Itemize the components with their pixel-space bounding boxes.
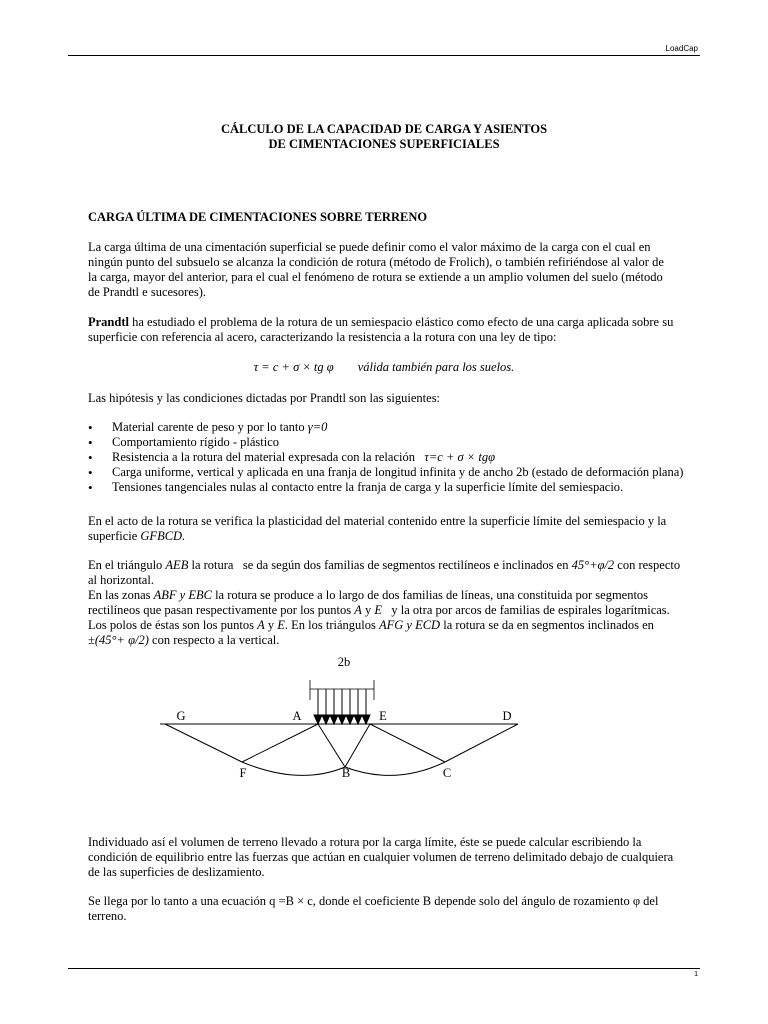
load-arrows	[314, 689, 370, 724]
intro-line: ningún punto del subsuelo se alcanza la condición de rotura (método de Frolich), o también refiriéndose al valor de	[88, 255, 664, 269]
list-item: • Resistencia a la rotura del material expresada con la relación τ=c + σ × tgφ	[88, 450, 688, 465]
point-label-A: A	[292, 709, 302, 723]
prandtl-name: Prandtl	[88, 315, 129, 329]
point-label-E: E	[379, 709, 387, 723]
conclusion-paragraph: Individuado así el volumen de terreno llevado a rotura por la carga límite, éste se puede calcular escribiendo la condición de equilibrio entre las fuerzas que actúan en cualquier volumen de terreno delimitado debajo de cualquiera de las superficies de deslizamiento.	[88, 835, 674, 879]
prandtl-formula	[0, 360, 768, 375]
prandtl-line-2: superficie con referencia al acero, caracterizando la resistencia a la rotura con una ley de tipo:	[88, 330, 557, 344]
point-label-C: C	[442, 766, 452, 780]
point-label-F: F	[239, 766, 247, 780]
prandtl-failure-diagram	[0, 650, 768, 790]
intro-line: la carga, mayor del anterior, para el cual el fenómeno de rotura se extiende a un amplio volumen del suelo (método	[88, 270, 663, 284]
list-item: • Material carente de peso y por lo tanto γ=0	[88, 420, 688, 435]
intro-line: de Prandtl e sucesores).	[88, 285, 207, 299]
point-label-G: G	[176, 709, 186, 723]
width-label: 2b	[337, 655, 351, 669]
title-line-2: DE CIMENTACIONES SUPERFICIALES	[268, 137, 500, 151]
header-rule	[68, 55, 700, 56]
hypotheses-intro: Las hipótesis y las condiciones dictadas por Prandtl son las siguientes:	[88, 391, 441, 405]
triangle-paragraph: En el triángulo AEB la rotura se da según dos familias de segmentos rectilíneos e inclinados en 45°+φ/2 con respecto al horizontal. En las zonas ABF y EBC la rotura se produce a lo largo de dos familias de líneas, una constituida por segmentos rectilíneos que pasan respectivamente por los puntos A y E y la otra por arcos de familias de espirales logarítmicas. Los polos de éstas son los puntos A y E. En los triángulos AFG y ECD la rotura se da en segmentos inclinados en ±(45°+ φ/2) con respecto a la vertical.	[88, 558, 681, 647]
list-item: • Carga uniforme, vertical y aplicada en una franja de longitud infinita y de ancho 2b (estado de deformación plana)	[88, 465, 688, 480]
title-line-1: CÁLCULO DE LA CAPACIDAD DE CARGA Y ASIENTOS	[220, 122, 548, 136]
prandtl-line-1: ha estudiado el problema de la rotura de un semiespacio elástico como efecto de una carga aplicada sobre su	[128, 315, 674, 329]
hypotheses-list-container	[88, 420, 688, 495]
list-item: • Comportamiento rígido - plástico	[88, 435, 688, 450]
page-number: 1	[694, 971, 698, 978]
formula-expression: τ = c + σ × tg φ	[253, 360, 334, 374]
footer-rule	[68, 968, 700, 969]
list-item: • Tensiones tangenciales nulas al contacto entre la franja de carga y la superficie límite del semiespacio.	[88, 480, 688, 495]
equation-paragraph: Se llega por lo tanto a una ecuación q =B × c, donde el coeficiente B depende solo del ángulo de rozamiento φ del terreno.	[88, 894, 659, 923]
plasticity-paragraph: En el acto de la rotura se verifica la plasticidad del material contenido entre la superficie límite del semiespacio y la superficie GFBCD.	[88, 514, 667, 543]
section-heading: CARGA ÚLTIMA DE CIMENTACIONES SOBRE TERRENO	[88, 210, 428, 224]
point-label-D: D	[502, 709, 512, 723]
intro-line: La carga última de una cimentación superficial se puede definir como el valor máximo de la carga con el cual en	[88, 240, 651, 254]
prandtl-paragraph	[88, 315, 688, 345]
hypotheses-list	[88, 420, 688, 495]
header-app-name: LoadCap	[665, 44, 698, 53]
formula-note: válida también para los suelos.	[357, 360, 515, 374]
document-title	[0, 122, 768, 152]
intro-paragraph	[88, 240, 688, 300]
point-label-B: B	[341, 766, 351, 780]
